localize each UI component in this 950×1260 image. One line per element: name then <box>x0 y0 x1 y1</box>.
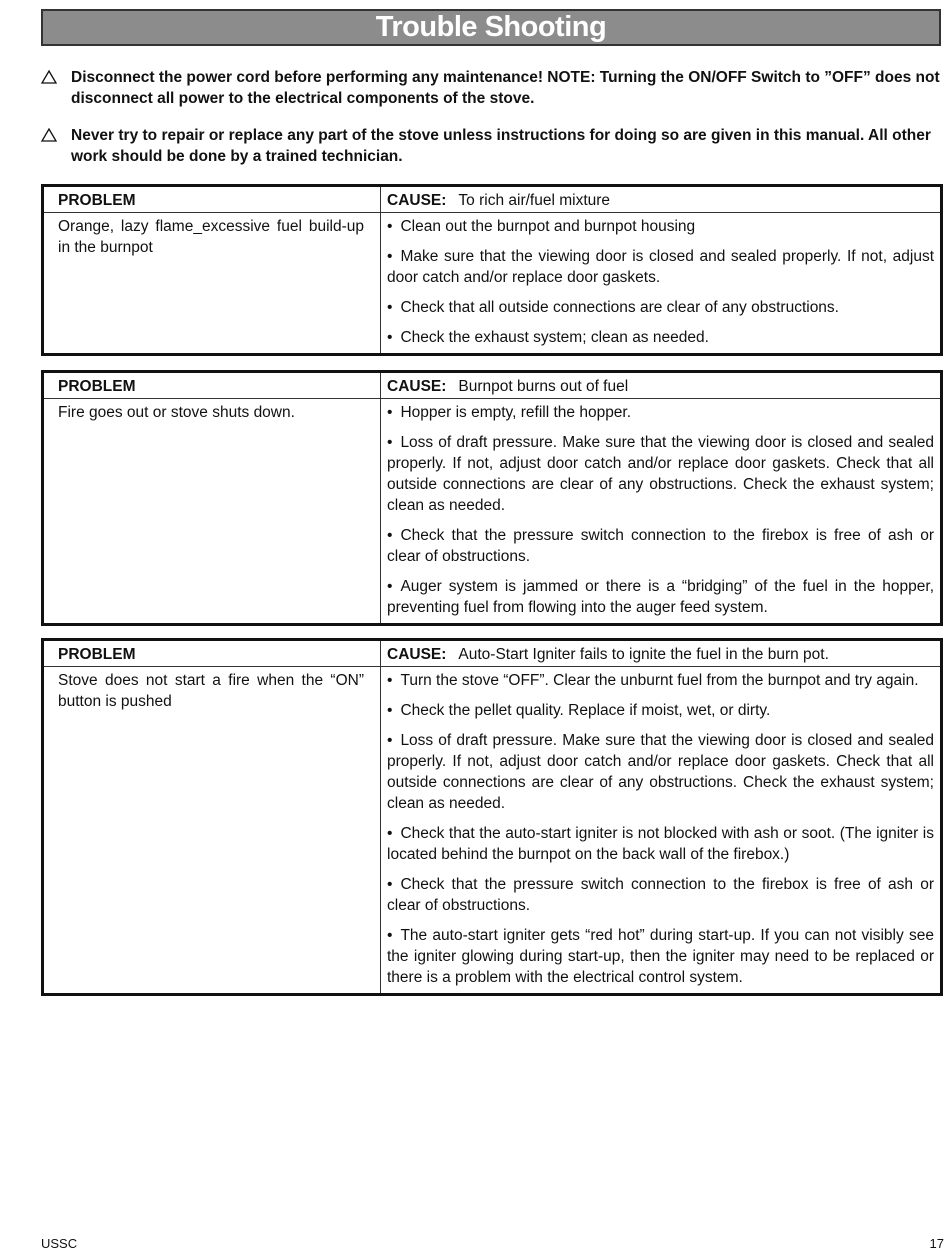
warning-text: Disconnect the power cord before performing any maintenance! NOTE: Turning the ON/OFF Switch to ”OFF” does not disconnect all power to the electrical components of the stove. <box>71 69 940 107</box>
cause-label: CAUSE: <box>387 646 447 663</box>
cause-label: CAUSE: <box>387 192 447 209</box>
remedy-item: • The auto-start igniter gets “red hot” during start-up. If you can not visibly see the igniter glowing during start-up, then the igniter may need to be replaced or there is a problem with the electrical control system. <box>387 927 934 986</box>
cause-header <box>381 372 942 399</box>
problem-header: PROBLEM <box>43 186 381 213</box>
troubleshooting-table-1 <box>41 184 943 356</box>
problem-header: PROBLEM <box>43 640 381 667</box>
warning-text: Never try to repair or replace any part of the stove unless instructions for doing so are given in this manual. All other work should be done by a trained technician. <box>71 127 931 165</box>
problem-cell <box>43 399 381 625</box>
page-title: Trouble Shooting <box>41 9 941 46</box>
remedy-item: • Check that all outside connections are clear of any obstructions. <box>387 299 839 316</box>
problem-text: Fire goes out or stove shuts down. <box>58 404 295 421</box>
warning-triangle-icon <box>41 69 57 85</box>
remedy-item: • Auger system is jammed or there is a “bridging” of the fuel in the hopper, preventing fuel from flowing into the auger feed system. <box>387 578 934 616</box>
footer-brand: USSC <box>41 1236 78 1251</box>
remedy-item: • Loss of draft pressure. Make sure that the viewing door is closed and sealed properly. If not, adjust door catch and/or replace door gaskets. Check that all outside connections are clear of any obstructions. Check the exhaust system; clean as needed. <box>387 732 934 812</box>
problem-cell <box>43 213 381 355</box>
remedy-item: • Hopper is empty, refill the hopper. <box>387 404 632 421</box>
remedy-item: • Check that the pressure switch connection to the firebox is free of ash or clear of obstructions. <box>387 527 934 565</box>
remedy-item: • Clean out the burnpot and burnpot housing <box>387 218 696 235</box>
problem-cell <box>43 667 381 995</box>
remedy-item: • Loss of draft pressure. Make sure that the viewing door is closed and sealed properly. If not, adjust door catch and/or replace door gaskets. Check that all outside connections are clear of any obstructions. Check the exhaust system; clean as needed. <box>387 434 934 514</box>
remedy-item: • Check that the pressure switch connection to the firebox is free of ash or clear of obstructions. <box>387 876 934 914</box>
remedy-item: • Check the exhaust system; clean as needed. <box>387 329 709 346</box>
troubleshooting-table-2 <box>41 370 943 626</box>
problem-text: Stove does not start a fire when the “ON” button is pushed <box>58 672 364 710</box>
remedy-cell <box>381 667 942 995</box>
troubleshooting-table-3 <box>41 638 943 996</box>
problem-header: PROBLEM <box>43 372 381 399</box>
remedy-item: • Check the pellet quality. Replace if moist, wet, or dirty. <box>387 702 771 719</box>
cause-text: Auto-Start Igniter fails to ignite the fuel in the burn pot. <box>458 646 829 663</box>
warning-note-repair <box>41 125 946 167</box>
remedy-item: • Make sure that the viewing door is closed and sealed properly. If not, adjust door catch and/or replace door gaskets. <box>387 248 934 286</box>
page-number: 17 <box>929 1236 944 1251</box>
cause-text: Burnpot burns out of fuel <box>458 378 629 395</box>
cause-header <box>381 640 942 667</box>
cause-header <box>381 186 942 213</box>
warning-note-power <box>41 67 946 109</box>
remedy-cell <box>381 213 942 355</box>
cause-text: To rich air/fuel mixture <box>458 192 611 209</box>
remedy-item: • Check that the auto-start igniter is not blocked with ash or soot. (The igniter is located behind the burnpot on the back wall of the firebox.) <box>387 825 934 863</box>
warning-triangle-icon <box>41 127 57 143</box>
remedy-cell <box>381 399 942 625</box>
cause-label: CAUSE: <box>387 378 447 395</box>
problem-text: Orange, lazy flame_excessive fuel build-up in the burnpot <box>58 218 364 256</box>
remedy-item: • Turn the stove “OFF”. Clear the unburnt fuel from the burnpot and try again. <box>387 672 919 689</box>
